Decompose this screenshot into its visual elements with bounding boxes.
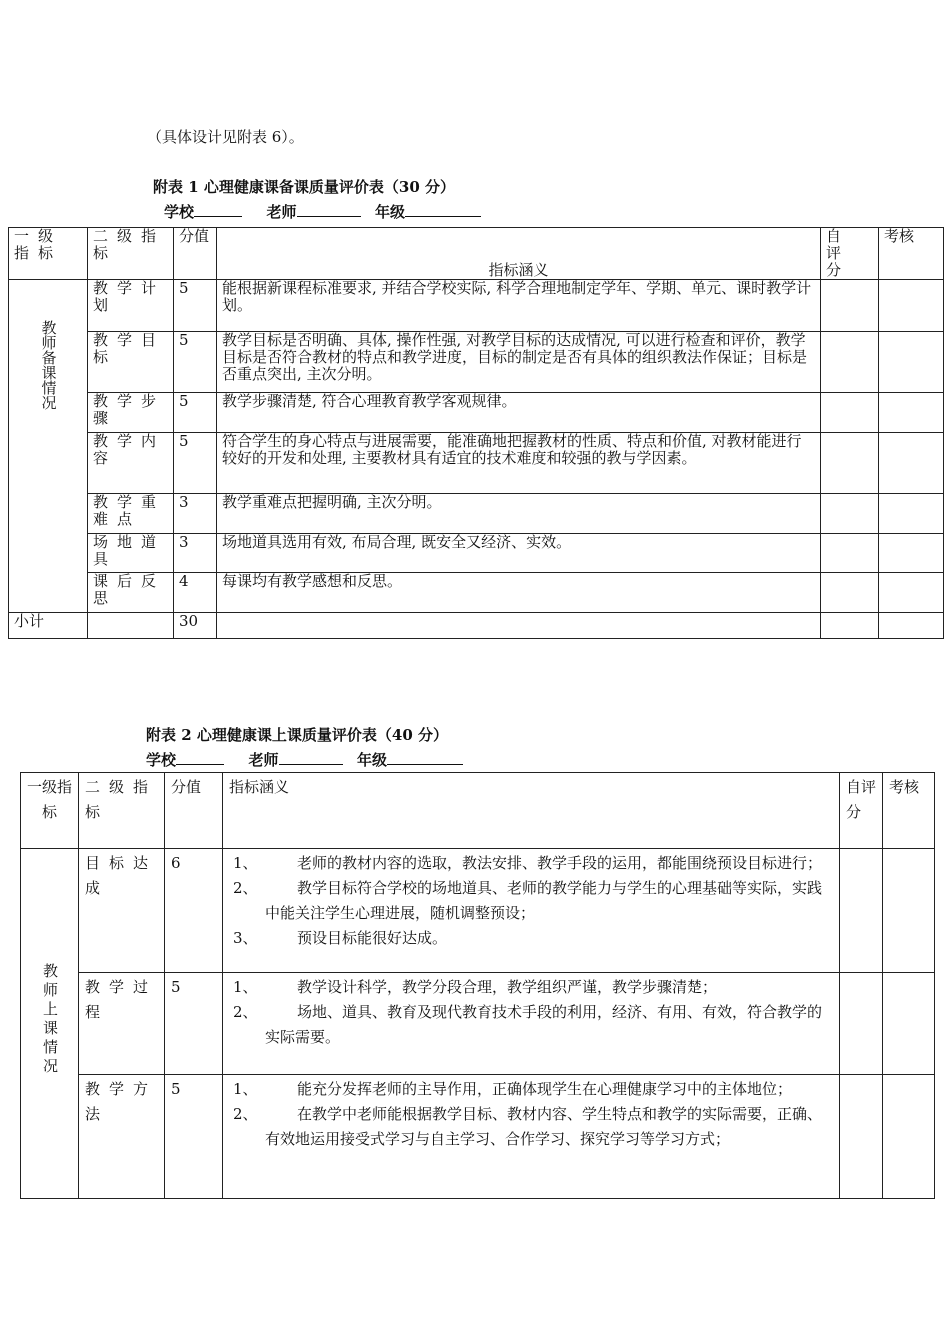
list-item: 3、 预设目标能很好达成。 [233, 929, 448, 947]
check-cell[interactable] [879, 573, 944, 613]
subtotal-row [9, 613, 944, 639]
check-cell[interactable] [879, 280, 944, 332]
row-text: 教学步骤清楚, 符合心理教育教学客观规律。 [217, 393, 821, 433]
table-row [21, 1075, 935, 1199]
row-name: 目标达成 [79, 849, 165, 973]
teacher-label: 老师 [248, 751, 279, 769]
header-level2: 二级指标 [88, 228, 174, 280]
grade-blank [405, 202, 481, 217]
self-cell[interactable] [840, 1075, 883, 1199]
grade-label: 年级 [356, 751, 387, 769]
teacher-blank [279, 750, 343, 765]
row-score: 3 [174, 534, 217, 573]
school-label: 学校 [146, 751, 177, 769]
row-items [223, 973, 840, 1075]
school-blank [176, 750, 224, 765]
row-name: 教学重难点 [88, 494, 174, 534]
grade-blank [387, 750, 463, 765]
table-row [21, 849, 935, 973]
row-name: 教学目标 [88, 332, 174, 393]
header-meaning: 指标涵义 [217, 228, 821, 280]
row-text: 能根据新课程标准要求, 并结合学校实际, 科学合理地制定学年、学期、单元、课时教学计划。 [217, 280, 821, 332]
row-text: 符合学生的身心特点与进展需要，能准确地把握教材的性质、特点和价值, 对教材能进行较好的开发和处理, 主要教材具有适宜的技术难度和较强的教与学因素。 [217, 433, 821, 494]
row-name: 教学步骤 [88, 393, 174, 433]
header-level1: 一级指标 [9, 228, 88, 280]
header-level2: 二级指标 [79, 773, 165, 849]
table-row [9, 393, 944, 433]
lesson-prep-table [8, 227, 944, 639]
row-name: 教学过程 [79, 973, 165, 1075]
self-cell[interactable] [821, 280, 879, 332]
subtotal-empty [88, 613, 174, 639]
row-items [223, 849, 840, 973]
row-score: 5 [165, 1075, 223, 1199]
self-cell[interactable] [821, 494, 879, 534]
row-text: 教学目标是否明确、具体, 操作性强, 对教学目标的达成情况, 可以进行检查和评价，教学目标是否符合教材的特点和教学进度，目标的制定是否有具体的组织教法作保证；目标是否重点突出, 主次分明。 [217, 332, 821, 393]
self-cell[interactable] [821, 332, 879, 393]
table-row [9, 534, 944, 573]
intro-text: （具体设计见附表 6）。 [147, 128, 304, 146]
row-text: 场地道具选用有效, 布局合理, 既安全又经济、实效。 [217, 534, 821, 573]
teacher-blank [297, 202, 361, 217]
table-row [9, 280, 944, 332]
list-item: 2、 场地、道具、教育及现代教育技术手段的利用，经济、有用、有效，符合教学的实际需要。 [233, 1003, 823, 1046]
check-cell[interactable] [879, 494, 944, 534]
table-row [21, 973, 935, 1075]
self-cell[interactable] [840, 849, 883, 973]
row-name: 场地道具 [88, 534, 174, 573]
row-score: 5 [174, 280, 217, 332]
row-score: 5 [174, 332, 217, 393]
header-self: 自评分 [821, 228, 879, 280]
self-cell[interactable] [821, 433, 879, 494]
list-item: 1、 老师的教材内容的选取，教法安排、教学手段的运用，都能围绕预设目标进行； [233, 854, 823, 872]
check-cell[interactable] [883, 1075, 935, 1199]
table2-title: 附表 2 心理健康课上课质量评价表（40 分） [146, 726, 448, 744]
row-name: 课后反思 [88, 573, 174, 613]
category-label: 教师上课情况 [41, 962, 59, 1077]
header-self: 自评分 [840, 773, 883, 849]
table-row [9, 573, 944, 613]
row-score: 5 [165, 973, 223, 1075]
table2-meta [146, 749, 463, 770]
subtotal-score: 30 [174, 613, 217, 639]
list-item: 1、 教学设计科学，教学分段合理，教学组织严谨，教学步骤清楚； [233, 978, 718, 996]
row-score: 5 [174, 393, 217, 433]
header-level1: 一级指标 [21, 773, 79, 849]
table-header-row [21, 773, 935, 849]
self-cell[interactable] [821, 534, 879, 573]
grade-label: 年级 [374, 203, 405, 221]
table-header-row [9, 228, 944, 280]
subtotal-empty [217, 613, 821, 639]
header-score: 分值 [165, 773, 223, 849]
row-score: 6 [165, 849, 223, 973]
school-label: 学校 [164, 203, 195, 221]
row-score: 4 [174, 573, 217, 613]
row-items [223, 1075, 840, 1199]
school-blank [194, 202, 242, 217]
self-cell[interactable] [821, 393, 879, 433]
table1-title: 附表 1 心理健康课备课质量评价表（30 分） [153, 178, 455, 196]
row-score: 3 [174, 494, 217, 534]
table-row [9, 332, 944, 393]
row-text: 教学重难点把握明确, 主次分明。 [217, 494, 821, 534]
header-meaning: 指标涵义 [223, 773, 840, 849]
check-cell[interactable] [879, 332, 944, 393]
check-cell[interactable] [879, 433, 944, 494]
row-name: 教学计划 [88, 280, 174, 332]
lesson-quality-table [20, 772, 935, 1199]
table-row [9, 433, 944, 494]
header-score: 分值 [174, 228, 217, 280]
check-cell[interactable] [883, 849, 935, 973]
list-item: 2、 教学目标符合学校的场地道具、老师的教学能力与学生的心理基础等实际，实践中能关注学生心理进展，随机调整预设； [233, 879, 823, 922]
list-item: 2、 在教学中老师能根据教学目标、教材内容、学生特点和教学的实际需要，正确、有效地运用接受式学习与自主学习、合作学习、探究学习等学习方式； [233, 1105, 823, 1148]
self-cell[interactable] [821, 573, 879, 613]
table-row [9, 494, 944, 534]
row-text: 每课均有教学感想和反思。 [217, 573, 821, 613]
list-item: 1、 能充分发挥老师的主导作用，正确体现学生在心理健康学习中的主体地位； [233, 1080, 793, 1098]
teacher-label: 老师 [266, 203, 297, 221]
row-name: 教学方法 [79, 1075, 165, 1199]
header-check: 考核 [883, 773, 935, 849]
check-cell[interactable] [879, 613, 944, 639]
check-cell[interactable] [879, 393, 944, 433]
row-score: 5 [174, 433, 217, 494]
self-cell[interactable] [840, 973, 883, 1075]
category-cell [9, 280, 88, 613]
check-cell[interactable] [883, 973, 935, 1075]
check-cell[interactable] [879, 534, 944, 573]
subtotal-label: 小计 [9, 613, 88, 639]
self-cell[interactable] [821, 613, 879, 639]
row-name: 教学内容 [88, 433, 174, 494]
category-label: 教师备课情况 [39, 320, 58, 410]
category-cell [21, 849, 79, 1199]
table1-meta [164, 201, 481, 222]
header-check: 考核 [879, 228, 944, 280]
